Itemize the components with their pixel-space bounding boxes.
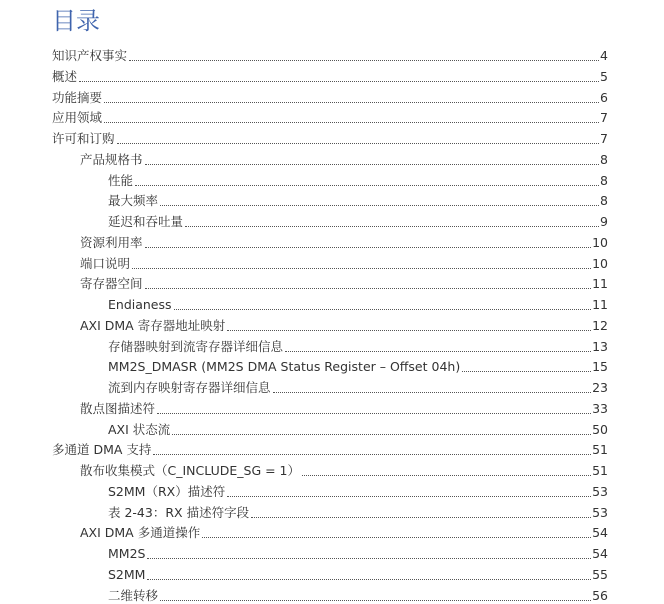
toc-entry[interactable] bbox=[80, 252, 608, 272]
toc-entry-label: 资源利用率 bbox=[80, 234, 143, 250]
toc-entry[interactable] bbox=[52, 86, 608, 106]
dot-leader bbox=[160, 600, 591, 601]
toc-entry-page: 7 bbox=[600, 131, 608, 146]
dot-leader bbox=[285, 351, 591, 352]
toc-entry-page: 51 bbox=[592, 442, 608, 458]
dot-leader bbox=[147, 579, 591, 580]
toc-entry-page: 10 bbox=[592, 234, 608, 250]
toc-entry-label: AXI DMA 多通道操作 bbox=[80, 525, 201, 541]
toc-entry[interactable] bbox=[108, 501, 608, 521]
toc-entry-page: 6 bbox=[600, 89, 608, 105]
toc-entry-page: 4 bbox=[600, 48, 608, 63]
toc-entry-label: 存储器映射到流寄存器详细信息 bbox=[108, 338, 284, 354]
toc-entry-label: 端口说明 bbox=[80, 255, 131, 271]
toc-entry-page: 23 bbox=[592, 380, 608, 395]
dot-leader bbox=[145, 247, 592, 248]
dot-leader bbox=[185, 226, 599, 227]
toc-entry-label: 功能摘要 bbox=[52, 89, 103, 105]
toc-entry-label: S2MM（RX）描述符 bbox=[108, 483, 226, 499]
toc-entry-page: 13 bbox=[592, 338, 608, 354]
toc-entry-label: 性能 bbox=[108, 172, 134, 188]
toc-entry[interactable] bbox=[108, 169, 608, 189]
toc-entry[interactable] bbox=[52, 65, 608, 85]
toc-entry[interactable] bbox=[108, 335, 608, 355]
toc-entry-label: 多通道 DMA 支持 bbox=[52, 442, 152, 458]
toc-entry-page: 12 bbox=[592, 317, 608, 333]
toc-entry-label: 应用领域 bbox=[52, 110, 103, 126]
toc-entry-label: 产品规格书 bbox=[80, 151, 143, 167]
toc-entry-page: 8 bbox=[600, 193, 608, 209]
toc-entry-page: 11 bbox=[592, 297, 608, 312]
toc-entry[interactable] bbox=[108, 480, 608, 500]
toc-entry[interactable] bbox=[52, 44, 608, 64]
toc-entry[interactable] bbox=[80, 521, 608, 541]
toc-entry-page: 10 bbox=[592, 255, 608, 271]
toc-entry-page: 11 bbox=[592, 276, 608, 292]
toc-entry-label: 许可和订购 bbox=[52, 131, 115, 146]
dot-leader bbox=[227, 330, 591, 331]
toc-entry[interactable] bbox=[80, 231, 608, 251]
toc-entry-page: 50 bbox=[592, 421, 608, 437]
toc-entry[interactable] bbox=[108, 563, 608, 583]
toc-entry[interactable] bbox=[52, 438, 608, 458]
toc-entry[interactable] bbox=[80, 272, 608, 292]
toc-entry-page: 54 bbox=[592, 525, 608, 541]
toc-entry-label: 最大频率 bbox=[108, 193, 159, 209]
dot-leader bbox=[145, 164, 600, 165]
toc-entry-page: 33 bbox=[592, 400, 608, 416]
toc-entry[interactable] bbox=[80, 459, 608, 479]
dot-leader bbox=[302, 475, 591, 476]
dot-leader bbox=[145, 288, 592, 289]
toc-entry-label: 知识产权事实 bbox=[52, 48, 128, 63]
toc-entry-page: 9 bbox=[600, 214, 608, 229]
toc-entry-page: 55 bbox=[592, 566, 608, 582]
toc-entry-label: MM2S bbox=[108, 546, 146, 561]
toc-entry[interactable] bbox=[52, 127, 608, 147]
toc-entry-page: 5 bbox=[600, 68, 608, 84]
toc-entry[interactable] bbox=[108, 189, 608, 209]
toc-entry-label: 散点图描述符 bbox=[80, 400, 156, 416]
toc-entry-page: 53 bbox=[592, 504, 608, 520]
toc-entry-label: 寄存器空间 bbox=[80, 276, 143, 292]
toc-entry[interactable] bbox=[80, 314, 608, 334]
toc-entry-page: 8 bbox=[600, 151, 608, 167]
toc-entry-page: 54 bbox=[592, 546, 608, 561]
dot-leader bbox=[104, 102, 599, 103]
dot-leader bbox=[462, 371, 591, 372]
dot-leader bbox=[157, 413, 591, 414]
toc-entry[interactable] bbox=[108, 376, 608, 396]
dot-leader bbox=[273, 392, 592, 393]
toc-entry-label: S2MM bbox=[108, 566, 146, 582]
dot-leader bbox=[117, 143, 600, 144]
toc-entry[interactable] bbox=[52, 106, 608, 126]
dot-leader bbox=[251, 517, 591, 518]
dot-leader bbox=[227, 496, 591, 497]
dot-leader bbox=[79, 81, 599, 82]
toc-entry-label: 表 2-43：RX 描述符字段 bbox=[108, 504, 250, 520]
toc-title: 目录 bbox=[52, 7, 100, 35]
dot-leader bbox=[104, 122, 599, 123]
toc-entry[interactable] bbox=[108, 584, 608, 604]
dot-leader bbox=[160, 205, 599, 206]
toc-entry[interactable] bbox=[80, 148, 608, 168]
toc-entry-page: 8 bbox=[600, 172, 608, 188]
dot-leader bbox=[202, 537, 591, 538]
dot-leader bbox=[153, 454, 591, 455]
dot-leader bbox=[147, 558, 591, 559]
toc-entry[interactable] bbox=[108, 418, 608, 438]
toc-entry[interactable] bbox=[108, 542, 608, 562]
toc-entry-label: 延迟和吞吐量 bbox=[108, 214, 184, 229]
toc-entry-page: 53 bbox=[592, 483, 608, 499]
toc-entry-label: Endianess bbox=[108, 297, 172, 312]
toc-entry-label: 概述 bbox=[52, 68, 78, 84]
toc-entry-page: 51 bbox=[592, 463, 608, 478]
toc-entry-page: 56 bbox=[592, 587, 608, 603]
toc-entry-label: AXI DMA 寄存器地址映射 bbox=[80, 317, 226, 333]
dot-leader bbox=[132, 268, 591, 269]
toc-entry-page: 7 bbox=[600, 110, 608, 126]
toc-entry[interactable] bbox=[108, 355, 608, 375]
toc-entry-label: AXI 状态流 bbox=[108, 421, 171, 437]
toc-entry[interactable] bbox=[108, 293, 608, 313]
toc-entry[interactable] bbox=[108, 210, 608, 230]
toc-entry-label: MM2S_DMASR (MM2S DMA Status Register – Offset 04h) bbox=[108, 359, 461, 375]
toc-entry-label: 二维转移 bbox=[108, 587, 159, 603]
toc-entry-label: 流到内存映射寄存器详细信息 bbox=[108, 380, 271, 395]
dot-leader bbox=[135, 185, 599, 186]
dot-leader bbox=[172, 434, 591, 435]
toc-entry-page: 15 bbox=[592, 359, 608, 375]
dot-leader bbox=[129, 60, 599, 61]
dot-leader bbox=[174, 309, 592, 310]
toc-entry-label: 散布收集模式（C_INCLUDE_SG = 1） bbox=[80, 463, 301, 478]
toc-entry[interactable] bbox=[80, 397, 608, 417]
